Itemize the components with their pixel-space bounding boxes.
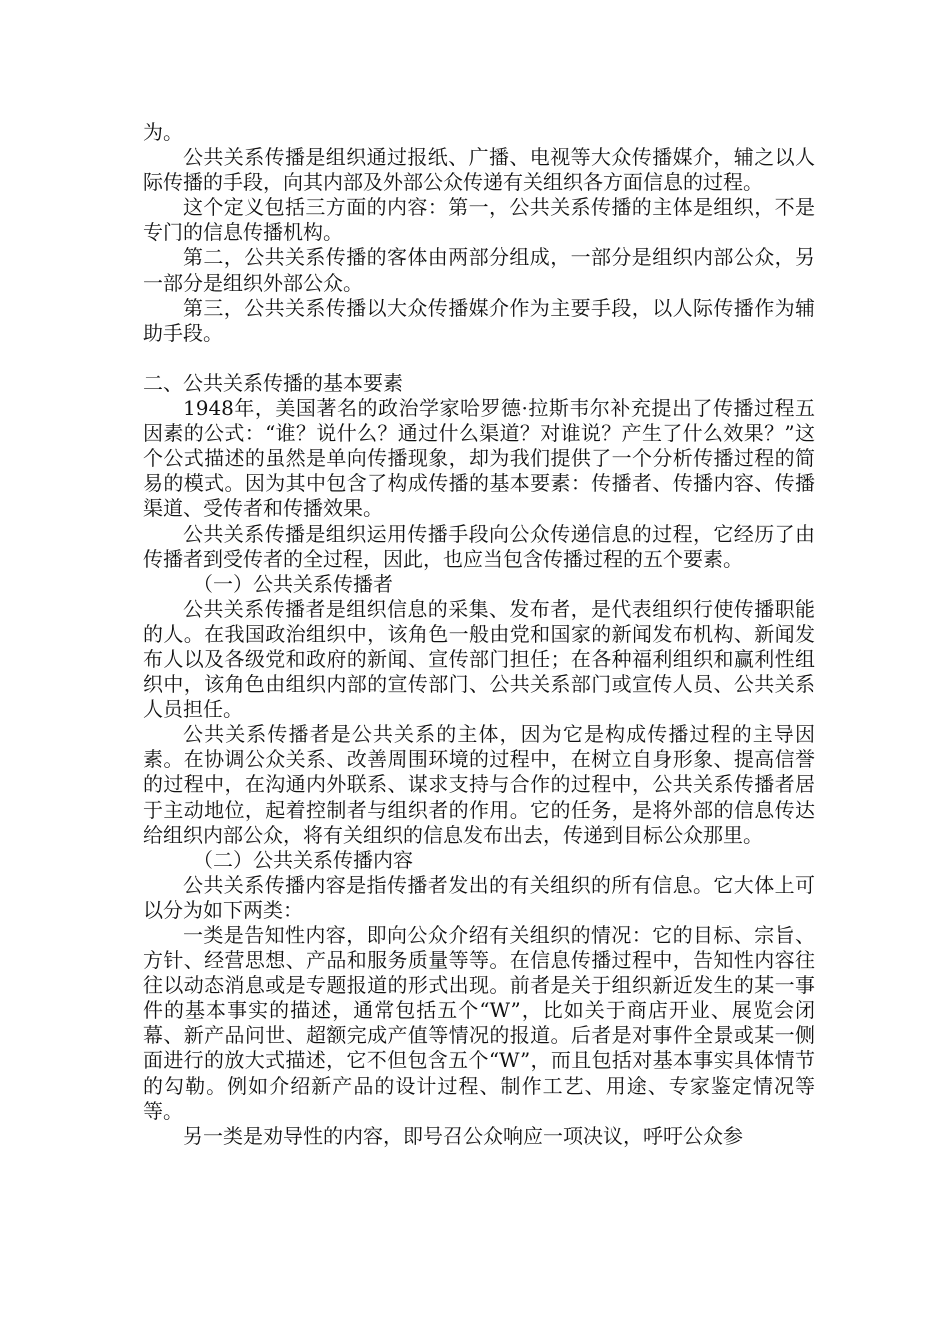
paragraph-definition: 公共关系传播是组织通过报纸、广播、电视等大众传播媒介，辅之以人际传播的手段，向其内部及外部公众传递有关组织各方面信息的过程。	[143, 145, 815, 195]
paragraph-informative-content: 一类是告知性内容，即向公众介绍有关组织的情况：它的目标、宗旨、方针、经营思想、产品和服务质量等等。在信息传播过程中，告知性内容往往以动态消息或是专题报道的形式出现。前者是关于组织新近发生的某一事件的基本事实的描述，通常包括五个“W”，比如关于商店开业、展览会闭幕、新产品问世、超额完成产值等情况的报道。后者是对事件全景或某一侧面进行的放大式描述，它不但包含五个“W”，而且包括对基本事实具体情节的勾勒。例如介绍新产品的设计过程、制作工艺、用途、专家鉴定情况等等。	[143, 923, 815, 1123]
subheading-communicator: （一）公共关系传播者	[193, 571, 393, 596]
subheading-content: （二）公共关系传播内容	[193, 847, 413, 872]
paragraph-second-point: 第二，公共关系传播的客体由两部分组成，一部分是组织内部公众，另一部分是组织外部公众。	[143, 245, 815, 295]
paragraph-communicator-role: 公共关系传播者是组织信息的采集、发布者，是代表组织行使传播职能的人。在我国政治组织中，该角色一般由党和国家的新闻发布机构、新闻发布人以及各级党和政府的新闻、宣传部门担任；在各种福利组织和赢利性组织中，该角色由组织内部的宣传部门、公共关系部门或宣传人员、公共关系人员担任。	[143, 596, 815, 722]
paragraph-content-definition: 公共关系传播内容是指传播者发出的有关组织的所有信息。它大体上可以分为如下两类：	[143, 872, 815, 922]
blank-line	[143, 346, 815, 371]
paragraph-persuasive-content: 另一类是劝导性的内容，即号召公众响应一项决议，呼吁公众参	[183, 1123, 743, 1148]
paragraph-communicator-subject: 公共关系传播者是公共关系的主体，因为它是构成传播过程的主导因素。在协调公众关系、改善周围环境的过程中，在树立自身形象、提高信誉的过程中，在沟通内外联系、谋求支持与合作的过程中，公共关系传播者居于主动地位，起着控制者与组织者的作用。它的任务，是将外部的信息传达给组织内部公众，将有关组织的信息发布出去，传递到目标公众那里。	[143, 722, 815, 847]
paragraph-continuation: 为。	[143, 120, 183, 144]
section-heading: 二、公共关系传播的基本要素	[143, 370, 403, 395]
paragraph-third-point: 第三，公共关系传播以大众传播媒介作为主要手段，以人际传播作为辅助手段。	[143, 295, 815, 345]
paragraph-five-elements: 公共关系传播是组织运用传播手段向公众传递信息的过程，它经历了由传播者到受传者的全过程，因此，也应当包含传播过程的五个要素。	[143, 521, 815, 571]
paragraph-lasswell-formula: 1948年，美国著名的政治学家哈罗德·拉斯韦尔补充提出了传播过程五因素的公式：“谁？说什么？通过什么渠道？对谁说？产生了什么效果？”这个公式描述的虽然是单向传播现象，却为我们提供了一个分析传播过程的简易的模式。因为其中包含了构成传播的基本要素：传播者、传播内容、传播渠道、受传者和传播效果。	[143, 396, 815, 521]
paragraph-definition-scope: 这个定义包括三方面的内容：第一，公共关系传播的主体是组织，不是专门的信息传播机构。	[143, 195, 815, 245]
document-body	[143, 120, 815, 1149]
